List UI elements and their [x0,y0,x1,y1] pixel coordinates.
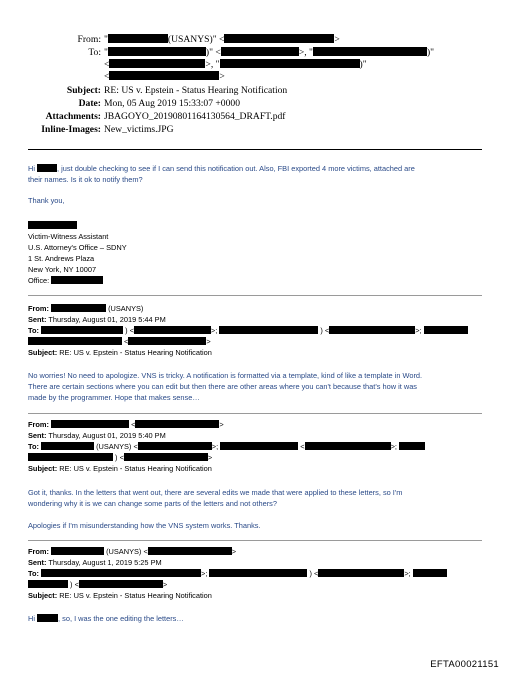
from-org: (USANYS) < [106,547,148,556]
office-label: Office: [28,276,50,285]
redaction-bar [329,326,415,334]
from-label: From: [28,547,49,556]
redaction-bar [51,304,106,312]
redaction-bar [219,326,318,334]
msg4-subject [28,591,212,601]
msg4-text: , so, I was the one editing the letters… [58,614,184,623]
from-org: (USANYS)" < [167,34,225,45]
msg4-to-cont: ) < > [28,580,167,590]
date-value: Mon, 05 Aug 2019 15:33:07 +0000 [104,98,240,109]
msg2-subject [28,348,212,358]
redaction-bar [37,164,57,172]
to-line-3 [104,71,225,83]
message-divider [28,295,482,296]
redaction-bar [28,580,68,588]
document-id: EFTA00021151 [430,659,499,670]
from-label: From: [77,34,101,45]
to-sep: )" [426,47,435,58]
from-org: (USANYS) [108,304,144,313]
msg2-body-1: No worries! No need to apologize. VNS is tricky. A notification is formatted via a template, kind of like a template in Word. [28,371,423,380]
msg3-body-1: Got it, thanks. In the letters that went out, there are several edits we made that were applied to these letters, so I'm [28,488,403,497]
msg1-text: , just double checking to see if I can send this notification out. Also, FBI exported 4 more victims, attached are [57,164,415,173]
subject-label: Subject: [28,348,58,357]
redaction-bar [79,580,163,588]
greeting: Hi [28,614,35,623]
redaction-bar [209,569,307,577]
to-label: To: [28,326,39,335]
redaction-bar [413,569,447,577]
redaction-bar [134,326,211,334]
from-line [104,34,340,46]
from-close: > [334,34,340,45]
msg3-to: To: (USANYS) < >; < >; [28,442,425,452]
signature-name [28,221,77,231]
to-sep: )" [359,59,367,70]
redaction-bar [220,442,298,450]
to-label: To: [28,569,39,578]
msg3-from: From: < > [28,420,224,429]
to-line-2 [104,59,367,71]
msg2-to: To: ) < >; ) < >; [28,326,468,336]
redaction-bar [138,442,212,450]
redaction-bar [313,47,427,56]
msg1-thanks: Thank you, [28,196,65,205]
sent-label: Sent: [28,315,47,324]
redaction-bar [124,453,208,461]
msg2-sent [28,315,166,325]
redaction-bar [135,420,219,428]
message-divider [28,540,482,541]
redaction-bar [305,442,391,450]
redaction-bar [41,442,94,450]
signature-phone [28,276,103,286]
sent-value: Thursday, August 01, 2019 5:44 PM [48,315,166,324]
redaction-bar [28,221,77,229]
to-org: (USANYS) < [96,442,138,451]
redaction-bar [128,337,206,345]
subject-value: RE: US v. Epstein - Status Hearing Notification [104,85,288,96]
msg3-body-2: wondering why it is we can change some parts of the letters and not others? [28,499,277,508]
to-label: To: [88,47,101,58]
redaction-bar [37,614,58,622]
redaction-bar [41,569,201,577]
redaction-bar [108,47,206,56]
subject-value: RE: US v. Epstein - Status Hearing Notification [59,348,212,357]
signature-address-1: 1 St. Andrews Plaza [28,254,95,263]
redaction-bar [51,547,104,555]
sent-value: Thursday, August 01, 2019 5:40 PM [48,431,166,440]
date-label: Date: [78,98,101,109]
message-divider [28,413,482,414]
msg1-line-1 [28,164,415,174]
redaction-bar [51,276,103,284]
to-label: To: [28,442,39,451]
redaction-bar [221,47,299,56]
sent-label: Sent: [28,431,47,440]
msg2-body-2: There are certain sections where you can edit but then there are other areas where you can't because that's how it was [28,382,417,391]
redaction-bar [109,59,205,68]
signature-title: Victim-Witness Assistant [28,232,109,241]
redaction-bar [318,569,404,577]
msg3-body-3: Apologies if I'm misunderstanding how the VNS system works. Thanks. [28,521,261,530]
redaction-bar [399,442,425,450]
subject-value: RE: US v. Epstein - Status Hearing Notification [59,464,212,473]
from-quote: " [104,34,108,45]
msg2-body-3: made by the programmer. Hope that makes sense… [28,393,200,402]
msg3-sent [28,431,166,441]
msg1-line-2: their names. Is it ok to notify them? [28,175,143,184]
redaction-bar [108,34,168,43]
msg4-from: From: (USANYS) < > [28,547,237,556]
redaction-bar [28,453,113,461]
msg2-from [28,304,143,314]
signature-address-2: New York, NY 10007 [28,265,97,274]
sent-value: Thursday, August 1, 2019 5:25 PM [48,558,162,567]
redaction-bar [109,71,219,80]
redaction-bar [41,326,123,334]
to-sep: >, " [205,59,220,70]
attachments-value[interactable]: JBAGOYO_20190801164130564_DRAFT.pdf [104,111,286,122]
msg3-to-cont: ) < > [28,453,212,463]
to-line-1 [104,47,434,59]
redaction-bar [28,337,122,345]
to-sep: >, " [298,47,313,58]
subject-label: Subject: [28,591,58,600]
msg4-body-1 [28,614,184,624]
to-sep: < [104,59,110,70]
greeting: Hi [28,164,35,173]
to-quote: " [104,47,108,58]
redaction-bar [51,420,129,428]
header-divider [28,149,482,150]
to-sep: )" < [205,47,221,58]
from-label: From: [28,420,49,429]
to-sep: > [219,71,225,82]
msg2-to-cont: < > [28,337,211,347]
attachments-label: Attachments: [45,111,101,122]
subject-label: Subject: [28,464,58,473]
from-label: From: [28,304,49,313]
redaction-bar [220,59,360,68]
subject-value: RE: US v. Epstein - Status Hearing Notification [59,591,212,600]
sent-label: Sent: [28,558,47,567]
to-sep: < [104,71,110,82]
redaction-bar [424,326,468,334]
msg4-to: To: >; ) < >; [28,569,447,579]
msg4-sent [28,558,162,568]
redaction-bar [224,34,334,43]
msg3-subject [28,464,212,474]
inline-images-value[interactable]: New_victims.JPG [104,124,174,135]
inline-images-label: Inline-Images: [41,124,101,135]
signature-office: U.S. Attorney's Office – SDNY [28,243,127,252]
redaction-bar [148,547,232,555]
subject-label: Subject: [66,85,101,96]
